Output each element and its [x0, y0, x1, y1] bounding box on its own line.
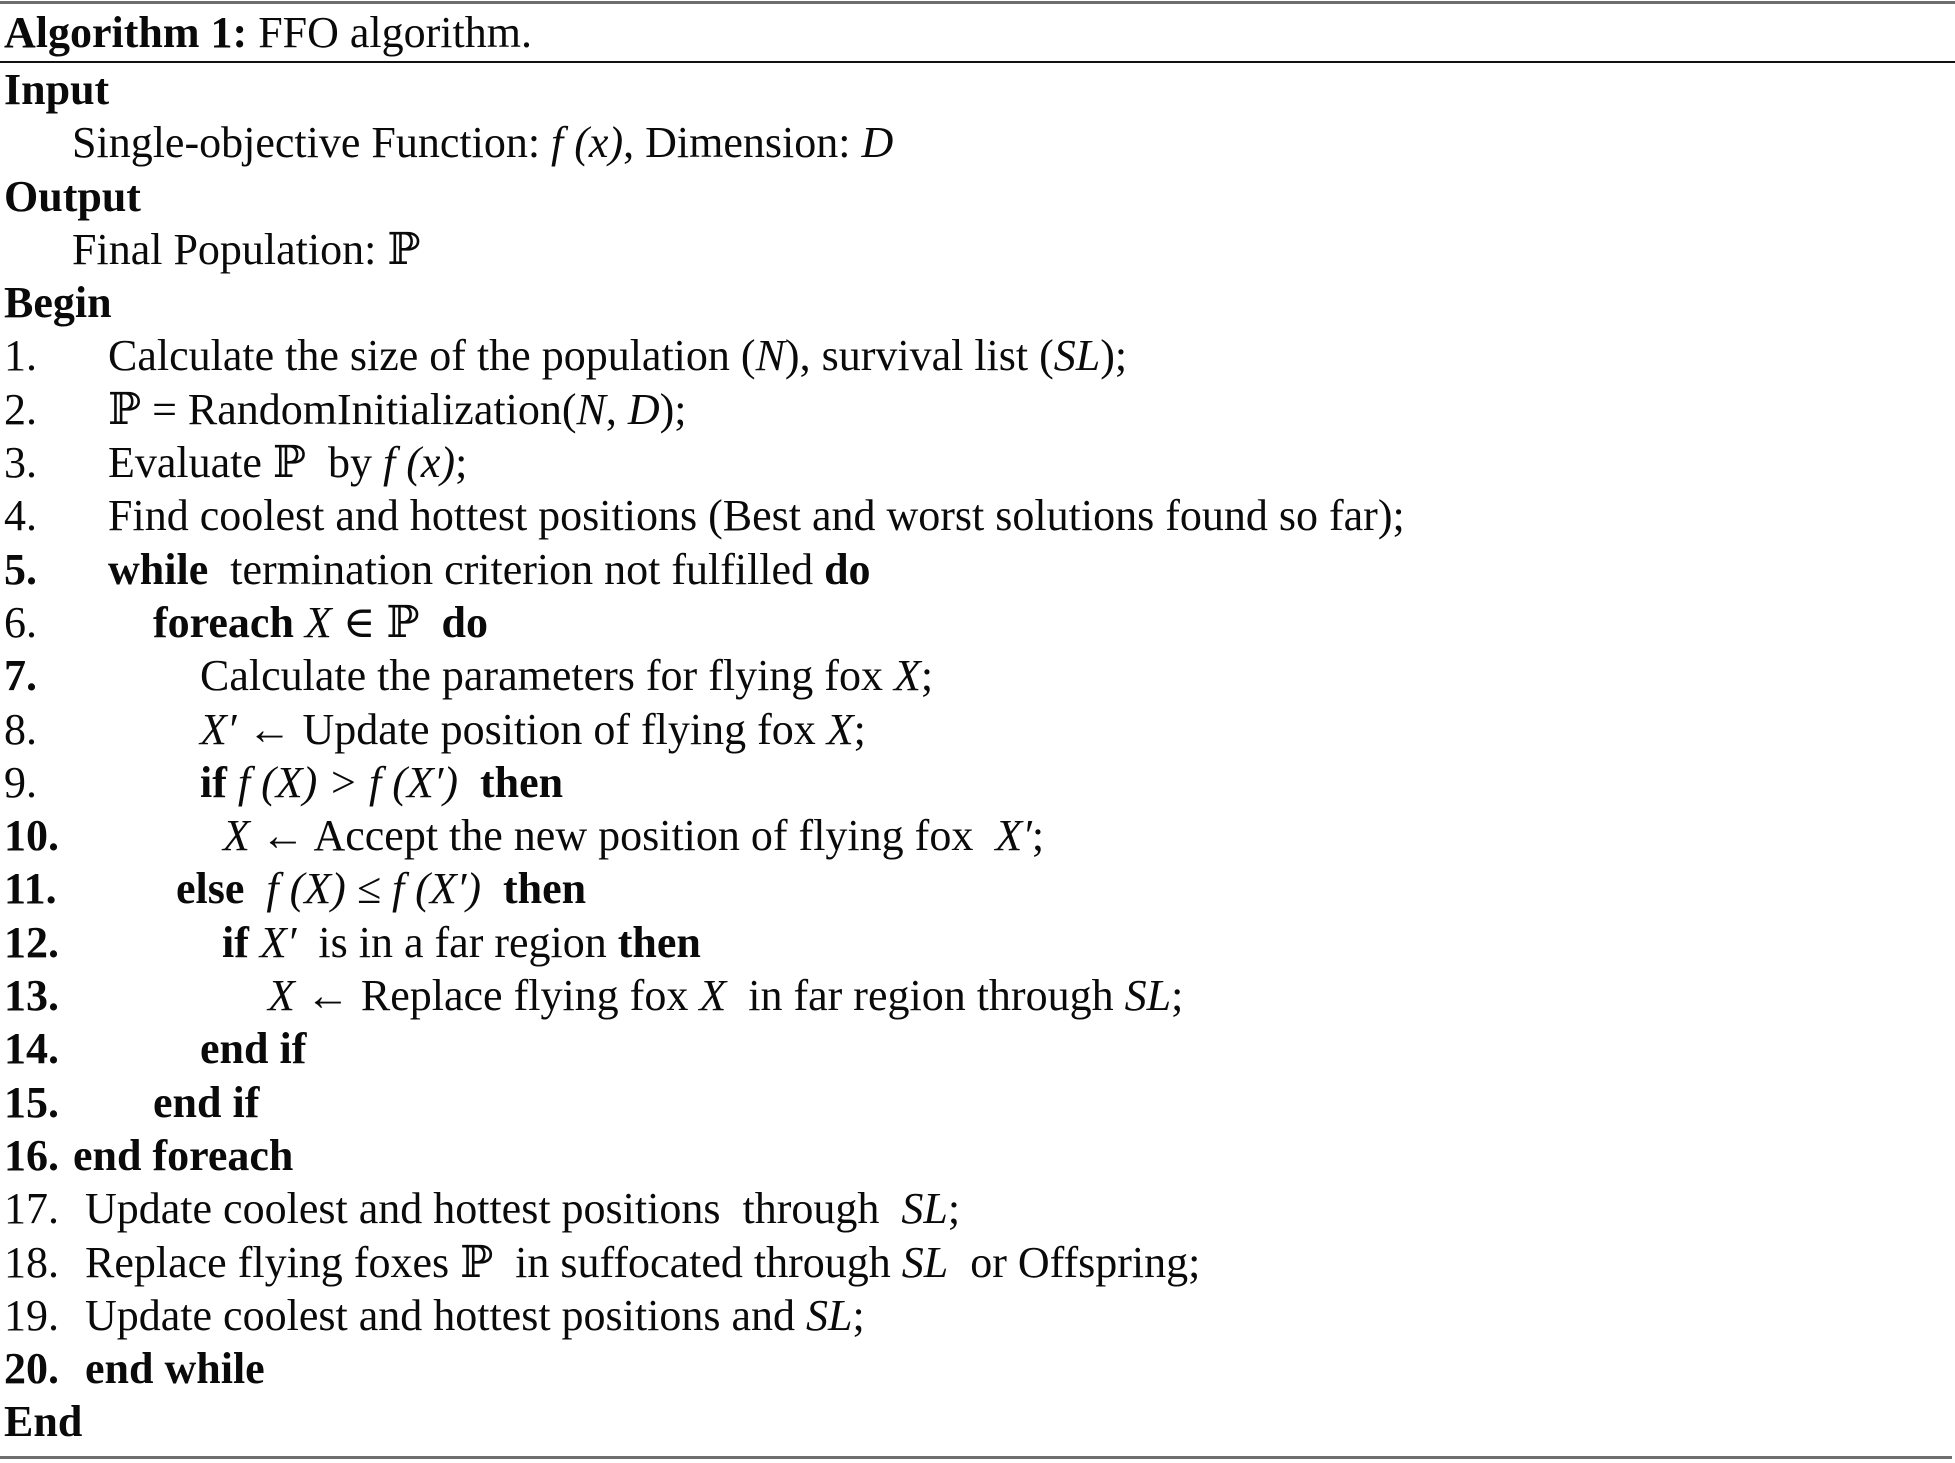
- step-number: 15.: [4, 1077, 59, 1127]
- algorithm-step: [0, 596, 1955, 649]
- step-fragment: [227, 758, 238, 807]
- step-number: 2.: [4, 384, 37, 434]
- step-text: [153, 1076, 259, 1129]
- begin-heading: Begin: [4, 278, 112, 328]
- step-fragment: termination criterion not fulfilled: [208, 544, 825, 594]
- step-text: [223, 809, 1044, 862]
- algorithm-step: [0, 916, 1955, 969]
- algorithm-step: [0, 543, 1955, 596]
- math-symbol: SL: [901, 1237, 949, 1287]
- math-symbol: X: [223, 811, 250, 861]
- step-fragment: );: [659, 384, 687, 434]
- keyword: then: [480, 757, 564, 807]
- step-fragment: ∈ ℙ: [331, 597, 442, 647]
- keyword: else: [176, 864, 245, 914]
- keyword: end if: [153, 1077, 260, 1127]
- keyword: if: [222, 917, 249, 967]
- step-number: 8.: [4, 704, 37, 754]
- step-fragment: ;: [853, 704, 866, 754]
- math-symbol: f (X) > f (X′): [237, 757, 459, 807]
- math-symbol: SL: [806, 1290, 853, 1340]
- step-number: 20.: [4, 1344, 59, 1394]
- step-fragment: in far region through: [726, 971, 1125, 1021]
- step-text: [200, 649, 933, 702]
- input-row: [0, 116, 1955, 169]
- step-number: 3.: [4, 438, 37, 488]
- step-fragment: [249, 918, 260, 967]
- math-symbol: X: [893, 651, 921, 701]
- output-text: Final Population: ℙ: [72, 224, 421, 274]
- input-function: f (x): [551, 118, 624, 168]
- math-symbol: N: [755, 331, 785, 381]
- bottom-rule: [0, 1456, 1952, 1459]
- keyword: end foreach: [73, 1130, 294, 1180]
- algorithm-step: [0, 1236, 1955, 1289]
- step-number: 11.: [4, 864, 57, 914]
- end-heading: End: [4, 1397, 83, 1447]
- keyword: do: [441, 597, 488, 647]
- input-text-a: Single-objective Function:: [72, 118, 552, 168]
- input-heading-row: [0, 63, 1955, 116]
- algorithm-caption: [4, 6, 532, 60]
- step-number: 12.: [4, 917, 59, 967]
- step-number: 16.: [4, 1130, 59, 1180]
- step-fragment: [481, 864, 503, 913]
- output-heading: Output: [4, 171, 141, 221]
- step-number: 9.: [4, 757, 37, 807]
- math-symbol: X′: [259, 917, 297, 967]
- math-symbol: X: [304, 597, 332, 647]
- step-text: [108, 436, 467, 489]
- step-text: [176, 862, 586, 915]
- keyword: do: [824, 544, 871, 594]
- step-text: [200, 756, 563, 809]
- step-number: 5.: [4, 544, 37, 594]
- step-text: [153, 596, 488, 649]
- math-symbol: SL: [1124, 971, 1172, 1021]
- algorithm-step: [0, 1342, 1955, 1395]
- math-symbol: X: [826, 704, 854, 754]
- steps-list: [0, 329, 1955, 1395]
- step-fragment: ), survival list (: [784, 331, 1054, 381]
- math-symbol: f (x): [383, 438, 456, 488]
- begin-row: [0, 276, 1955, 329]
- step-number: 19.: [4, 1290, 59, 1340]
- algorithm-step: [0, 383, 1955, 436]
- keyword: then: [617, 917, 701, 967]
- step-text: [85, 1289, 865, 1342]
- step-fragment: or Offspring;: [948, 1237, 1201, 1287]
- step-fragment: ;: [947, 1184, 961, 1234]
- step-fragment: Calculate the size of the population (: [108, 331, 756, 381]
- keyword: if: [200, 757, 227, 807]
- step-text: [108, 329, 1127, 382]
- caption-title: FFO algorithm.: [258, 8, 532, 57]
- step-number: 6.: [4, 597, 37, 647]
- math-symbol: X′: [200, 704, 237, 754]
- algorithm-body: [0, 63, 1955, 1449]
- step-number: 17.: [4, 1184, 59, 1234]
- step-fragment: Update coolest and hottest positions and: [85, 1290, 806, 1340]
- step-number: 4.: [4, 491, 37, 541]
- algorithm-step: [0, 756, 1955, 809]
- step-number: 14.: [4, 1024, 59, 1074]
- step-fragment: [458, 758, 480, 807]
- step-text: [200, 1022, 306, 1075]
- step-fragment: Replace flying foxes ℙ in suffocated through: [85, 1237, 902, 1287]
- step-fragment: ;: [455, 438, 468, 488]
- step-text: [108, 489, 1405, 542]
- math-symbol: D: [627, 384, 660, 434]
- algorithm-step: [0, 1182, 1955, 1235]
- step-fragment: ← Update position of flying fox: [236, 704, 827, 754]
- step-fragment: Find coolest and hottest positions (Best and worst solutions found so far);: [108, 491, 1405, 541]
- math-symbol: X′: [995, 811, 1032, 861]
- math-symbol: SL: [901, 1184, 948, 1234]
- algorithm-step: [0, 809, 1955, 862]
- step-text: [85, 1236, 1200, 1289]
- output-row: [0, 223, 1955, 276]
- caption-label: Algorithm 1:: [4, 8, 248, 57]
- step-fragment: );: [1100, 331, 1128, 381]
- step-text: [268, 969, 1183, 1022]
- step-text: [73, 1129, 293, 1182]
- step-fragment: [294, 598, 305, 647]
- algorithm-step: [0, 969, 1955, 1022]
- step-fragment: Update coolest and hottest positions through: [85, 1184, 902, 1234]
- step-fragment: Calculate the parameters for flying fox: [200, 651, 894, 701]
- algorithm-step: [0, 489, 1955, 542]
- step-number: 13.: [4, 971, 59, 1021]
- algorithm-step: [0, 862, 1955, 915]
- step-fragment: ;: [1031, 811, 1045, 861]
- math-symbol: X: [699, 971, 727, 1021]
- step-number: 10.: [4, 811, 59, 861]
- step-text: [85, 1182, 960, 1235]
- step-number: 7.: [4, 651, 37, 701]
- math-symbol: SL: [1053, 331, 1101, 381]
- math-symbol: X: [268, 971, 295, 1021]
- algorithm-step: [0, 649, 1955, 702]
- step-fragment: ;: [852, 1290, 865, 1340]
- output-heading-row: [0, 170, 1955, 223]
- step-text: [108, 543, 871, 596]
- algorithm-step: [0, 1289, 1955, 1342]
- step-fragment: ← Accept the new position of flying fox: [249, 811, 996, 861]
- top-rule: [0, 1, 1955, 4]
- algorithm-step: [0, 436, 1955, 489]
- step-number: 18.: [4, 1237, 59, 1287]
- input-heading: Input: [4, 65, 110, 114]
- algorithm-step: [0, 1022, 1955, 1075]
- algorithm-step: [0, 329, 1955, 382]
- math-symbol: f (X) ≤ f (X′): [266, 864, 481, 914]
- step-fragment: ,: [605, 384, 628, 434]
- step-text: [200, 703, 866, 756]
- step-fragment: is in a far region: [296, 917, 618, 967]
- step-fragment: Evaluate ℙ by: [108, 438, 383, 488]
- end-row: [0, 1395, 1955, 1448]
- keyword: while: [108, 544, 209, 594]
- math-symbol: N: [576, 384, 606, 434]
- input-text: [72, 116, 893, 169]
- step-number: 1.: [4, 331, 37, 381]
- keyword: end while: [85, 1344, 265, 1394]
- step-fragment: ;: [920, 651, 934, 701]
- algorithm-step: [0, 1076, 1955, 1129]
- keyword: foreach: [153, 597, 294, 647]
- step-text: [85, 1342, 265, 1395]
- step-fragment: [244, 864, 266, 913]
- keyword: end if: [200, 1024, 307, 1074]
- algorithm-step: [0, 1129, 1955, 1182]
- step-fragment: ← Replace flying fox: [294, 971, 700, 1021]
- keyword: then: [503, 864, 587, 914]
- input-dimension: D: [861, 118, 894, 168]
- algorithm-step: [0, 703, 1955, 756]
- step-fragment: ℙ = RandomInitialization(: [108, 384, 577, 434]
- step-fragment: ;: [1171, 971, 1184, 1021]
- step-text: [222, 916, 701, 969]
- input-text-b: , Dimension:: [623, 118, 862, 168]
- step-text: [108, 383, 687, 436]
